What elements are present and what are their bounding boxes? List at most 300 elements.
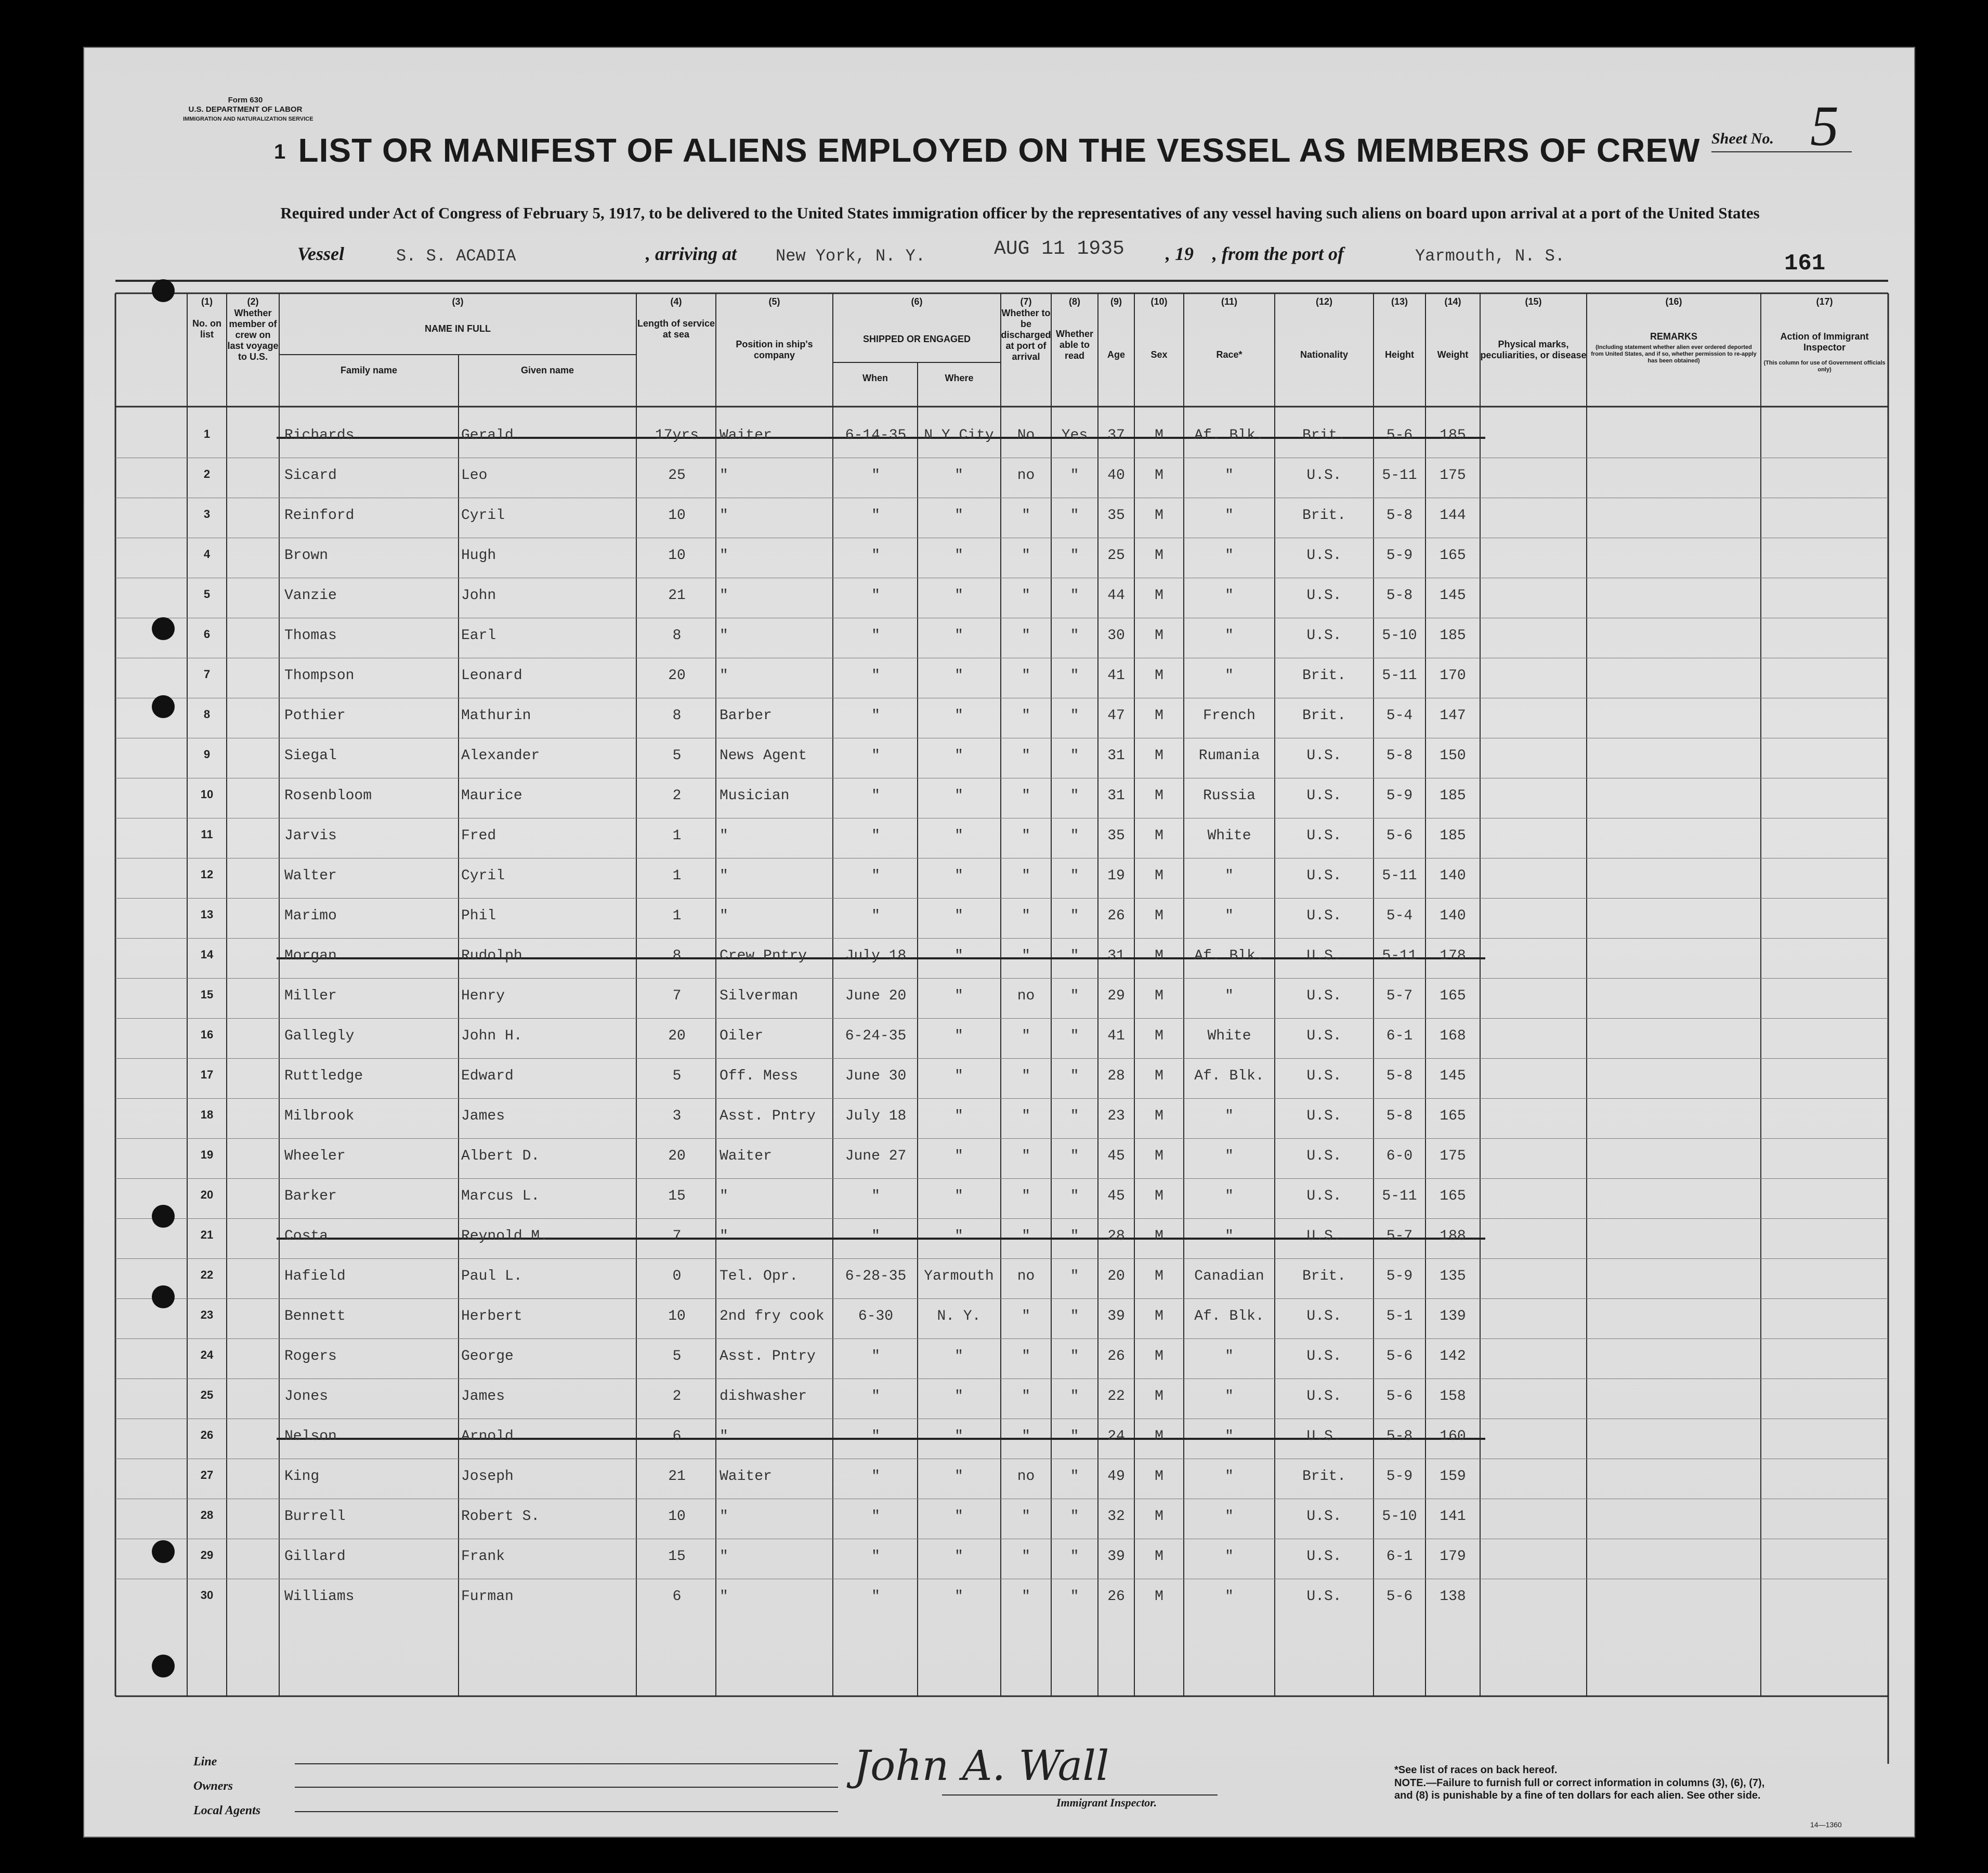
- col1-header: No. on list: [192, 318, 221, 340]
- shipped-when-cell: ": [871, 1188, 880, 1204]
- given-name-cell: Rudolph: [461, 948, 522, 964]
- race-cell: White: [1207, 828, 1251, 844]
- given-name-cell: Arnold: [461, 1428, 514, 1445]
- shipped-where-cell: ": [954, 1148, 963, 1164]
- discharged-cell: ": [1022, 1028, 1030, 1044]
- row-number-cell: 11: [201, 828, 213, 841]
- discharged-cell: ": [1022, 1108, 1030, 1124]
- shipped-where-cell: N Y City: [924, 427, 994, 444]
- service-length-cell: 8: [672, 708, 682, 724]
- sex-cell: M: [1155, 1428, 1163, 1445]
- race-cell: ": [1225, 508, 1234, 524]
- shipped-where-cell: N. Y.: [937, 1308, 981, 1324]
- position-cell: ": [720, 828, 728, 844]
- margin-mark: 1: [274, 140, 286, 163]
- shipped-where-cell: ": [954, 1108, 963, 1124]
- shipped-when-cell: ": [871, 1348, 880, 1364]
- discharged-cell: no: [1017, 1268, 1035, 1284]
- able-to-read-cell: ": [1070, 708, 1079, 724]
- position-cell: Musician: [720, 788, 790, 804]
- arriving-label: , arriving at: [646, 243, 737, 264]
- race-cell: Russia: [1203, 788, 1255, 804]
- nationality-cell: U.S.: [1306, 1388, 1342, 1404]
- height-cell: 5-7: [1386, 1228, 1413, 1244]
- age-cell: 30: [1107, 628, 1125, 644]
- given-name-cell: Reynold M.: [461, 1228, 549, 1244]
- given-name-cell: George: [461, 1348, 514, 1364]
- nationality-cell: U.S.: [1306, 1428, 1342, 1445]
- row-number-cell: 7: [203, 668, 211, 681]
- page-subtitle: Required under Act of Congress of February 5, 1917, to be delivered to the United States immigration officer by the representatives of any vessel having such aliens on board upon arrival at a port of the United States: [280, 204, 1760, 222]
- shipped-when-cell: ": [871, 908, 880, 924]
- family-name-cell: Nelson: [284, 1428, 337, 1445]
- given-name-cell: James: [461, 1108, 505, 1124]
- family-name-cell: Vanzie: [284, 588, 337, 604]
- weight-cell: 179: [1440, 1549, 1466, 1565]
- row-number-cell: 20: [200, 1188, 214, 1201]
- able-to-read-cell: ": [1070, 1348, 1079, 1364]
- col17-number: (17): [1816, 296, 1833, 307]
- shipped-where-cell: ": [954, 1068, 963, 1084]
- shipped-when-cell: 6-24-35: [845, 1028, 907, 1044]
- weight-cell: 168: [1440, 1028, 1466, 1044]
- row-number-cell: 15: [200, 988, 214, 1001]
- age-cell: 37: [1107, 427, 1125, 444]
- col3-header: NAME IN FULL: [425, 323, 491, 334]
- shipped-where-cell: ": [954, 988, 963, 1004]
- service-length-cell: 21: [668, 1468, 686, 1485]
- weight-cell: 165: [1440, 1188, 1466, 1204]
- owners-label: Owners: [193, 1779, 233, 1793]
- able-to-read-cell: ": [1070, 908, 1079, 924]
- col7-number: (7): [1020, 296, 1032, 307]
- col1-number: (1): [201, 296, 213, 307]
- discharged-cell: No: [1017, 427, 1035, 444]
- col15-header: Physical marks, peculiarities, or disease: [1480, 339, 1587, 360]
- arrival-date-stamp: AUG 11 1935: [994, 238, 1124, 260]
- able-to-read-cell: ": [1070, 628, 1079, 644]
- col8-header: Whether able to read: [1056, 329, 1093, 361]
- nationality-cell: U.S.: [1306, 1028, 1342, 1044]
- sheet-label: Sheet No.: [1711, 130, 1774, 147]
- col9-header: Age: [1107, 349, 1125, 360]
- print-code: 14—1360: [1810, 1820, 1842, 1829]
- col12-header: Nationality: [1300, 349, 1348, 360]
- weight-cell: 150: [1440, 748, 1466, 764]
- height-cell: 5-8: [1386, 588, 1413, 604]
- race-cell: ": [1225, 1188, 1234, 1204]
- race-note: *See list of races on back hereof.: [1394, 1764, 1558, 1776]
- race-cell: ": [1225, 1428, 1234, 1445]
- nationality-cell: U.S.: [1306, 828, 1342, 844]
- able-to-read-cell: ": [1070, 748, 1079, 764]
- weight-cell: 142: [1440, 1348, 1466, 1364]
- race-cell: ": [1225, 467, 1234, 484]
- nationality-cell: U.S.: [1306, 1589, 1342, 1605]
- discharged-cell: no: [1017, 1468, 1035, 1485]
- local-agents-label: Local Agents: [193, 1804, 261, 1817]
- race-cell: ": [1225, 1148, 1234, 1164]
- race-cell: ": [1225, 988, 1234, 1004]
- discharged-cell: ": [1022, 708, 1030, 724]
- nationality-cell: U.S.: [1306, 588, 1342, 604]
- weight-cell: 145: [1440, 588, 1466, 604]
- page-number: 161: [1784, 251, 1826, 277]
- position-cell: Crew Pntry: [720, 948, 807, 964]
- given-name-cell: Phil: [461, 908, 496, 924]
- age-cell: 39: [1107, 1549, 1125, 1565]
- sex-cell: M: [1155, 1108, 1163, 1124]
- given-name-cell: Paul L.: [461, 1268, 522, 1284]
- row-number-cell: 22: [200, 1268, 214, 1281]
- shipped-when-cell: July 18: [845, 948, 907, 964]
- able-to-read-cell: ": [1070, 1388, 1079, 1404]
- given-name-cell: Marcus L.: [461, 1188, 540, 1204]
- position-cell: ": [720, 868, 728, 884]
- col3-number: (3): [452, 296, 464, 307]
- row-number-cell: 12: [200, 868, 214, 881]
- col10-header: Sex: [1150, 349, 1168, 360]
- shipped-when-cell: ": [871, 788, 880, 804]
- shipped-where-cell: ": [954, 508, 963, 524]
- nationality-cell: U.S.: [1306, 748, 1342, 764]
- height-cell: 5-4: [1386, 908, 1413, 924]
- age-cell: 25: [1107, 548, 1125, 564]
- col5-number: (5): [768, 296, 780, 307]
- height-cell: 5-6: [1386, 1388, 1413, 1404]
- age-cell: 40: [1107, 467, 1125, 484]
- sex-cell: M: [1155, 1188, 1163, 1204]
- position-cell: ": [720, 908, 728, 924]
- position-cell: ": [720, 467, 728, 484]
- col12-number: (12): [1315, 296, 1332, 307]
- able-to-read-cell: ": [1070, 868, 1079, 884]
- nationality-cell: U.S.: [1306, 1308, 1342, 1324]
- height-cell: 5-6: [1386, 1589, 1413, 1605]
- nationality-cell: Brit.: [1302, 1468, 1346, 1485]
- shipped-where-cell: ": [954, 1028, 963, 1044]
- discharged-cell: ": [1022, 748, 1030, 764]
- position-cell: ": [720, 1188, 728, 1204]
- department-name: U.S. DEPARTMENT OF LABOR: [188, 105, 303, 114]
- row-number-cell: 16: [200, 1028, 214, 1041]
- row-number-cell: 24: [200, 1348, 214, 1361]
- sheet-number: 5: [1810, 94, 1839, 158]
- shipped-when-cell: June 27: [845, 1148, 907, 1164]
- position-cell: Waiter: [720, 1468, 772, 1485]
- shipped-where-cell: ": [954, 1188, 963, 1204]
- service-length-cell: 1: [672, 908, 682, 924]
- discharged-cell: ": [1022, 1188, 1030, 1204]
- able-to-read-cell: ": [1070, 948, 1079, 964]
- shipped-when-cell: ": [871, 1549, 880, 1565]
- age-cell: 35: [1107, 828, 1125, 844]
- age-cell: 28: [1107, 1228, 1125, 1244]
- discharged-cell: ": [1022, 1589, 1030, 1605]
- discharged-cell: ": [1022, 1148, 1030, 1164]
- family-name-cell: Siegal: [284, 748, 337, 764]
- service-length-cell: 8: [672, 948, 682, 964]
- service-length-cell: 20: [668, 1028, 686, 1044]
- weight-cell: 188: [1440, 1228, 1466, 1244]
- age-cell: 32: [1107, 1508, 1125, 1525]
- shipped-when-cell: ": [871, 868, 880, 884]
- sex-cell: M: [1155, 548, 1163, 564]
- position-cell: ": [720, 1589, 728, 1605]
- discharged-cell: ": [1022, 908, 1030, 924]
- vessel-value: S. S. ACADIA: [396, 246, 516, 266]
- height-cell: 5-11: [1382, 668, 1417, 684]
- nationality-cell: Brit.: [1302, 668, 1346, 684]
- row-number-cell: 1: [203, 427, 211, 440]
- able-to-read-cell: ": [1070, 1188, 1079, 1204]
- family-name-cell: Gallegly: [284, 1028, 355, 1044]
- service-length-cell: 25: [668, 467, 686, 484]
- shipped-when-cell: ": [871, 748, 880, 764]
- row-number-cell: 4: [203, 548, 211, 561]
- nationality-cell: U.S.: [1306, 467, 1342, 484]
- nationality-cell: Brit.: [1302, 508, 1346, 524]
- shipped-where-cell: ": [954, 668, 963, 684]
- weight-cell: 165: [1440, 548, 1466, 564]
- able-to-read-cell: ": [1070, 1268, 1079, 1284]
- height-cell: 5-6: [1386, 828, 1413, 844]
- nationality-cell: U.S.: [1306, 948, 1342, 964]
- service-length-cell: 20: [668, 1148, 686, 1164]
- row-number-cell: 26: [200, 1428, 214, 1441]
- height-cell: 5-10: [1382, 628, 1417, 644]
- col13-number: (13): [1391, 296, 1408, 307]
- family-name-cell: Hafield: [284, 1268, 346, 1284]
- nationality-cell: U.S.: [1306, 1148, 1342, 1164]
- punch-hole: [152, 617, 175, 640]
- year-label: , 19: [1166, 243, 1194, 264]
- shipped-where-cell: ": [954, 908, 963, 924]
- race-cell: ": [1225, 1108, 1234, 1124]
- penalty-note: NOTE.—Failure to furnish full or correct information in columns (3), (6), (7), and (8) is punishable by a fine of ten dollars for each alien. See other side.: [1394, 1777, 1765, 1801]
- shipped-when-cell: ": [871, 548, 880, 564]
- race-cell: White: [1207, 1028, 1251, 1044]
- sex-cell: M: [1155, 1228, 1163, 1244]
- shipped-when-cell: 6-14-35: [845, 427, 907, 444]
- shipped-where-cell: ": [954, 1228, 963, 1244]
- row-number-cell: 29: [200, 1549, 214, 1562]
- given-name-cell: Leonard: [461, 668, 522, 684]
- discharged-cell: ": [1022, 628, 1030, 644]
- race-cell: ": [1225, 1388, 1234, 1404]
- manifest-sheet: [83, 47, 1915, 1838]
- able-to-read-cell: ": [1070, 548, 1079, 564]
- able-to-read-cell: ": [1070, 1468, 1079, 1485]
- age-cell: 20: [1107, 1268, 1125, 1284]
- height-cell: 5-9: [1386, 788, 1413, 804]
- discharged-cell: ": [1022, 668, 1030, 684]
- weight-cell: 185: [1440, 788, 1466, 804]
- able-to-read-cell: ": [1070, 1589, 1079, 1605]
- discharged-cell: no: [1017, 988, 1035, 1004]
- col11-header: Race*: [1216, 349, 1242, 360]
- col6a-header: When: [862, 373, 888, 383]
- able-to-read-cell: ": [1070, 1308, 1079, 1324]
- col16-header: REMARKS: [1650, 331, 1697, 342]
- family-name-cell: Ruttledge: [284, 1068, 363, 1084]
- weight-cell: 185: [1440, 828, 1466, 844]
- family-name-cell: Thompson: [284, 668, 355, 684]
- discharged-cell: ": [1022, 1068, 1030, 1084]
- nationality-cell: U.S.: [1306, 1068, 1342, 1084]
- shipped-when-cell: ": [871, 668, 880, 684]
- col3a-header: Family name: [340, 365, 398, 375]
- able-to-read-cell: ": [1070, 1068, 1079, 1084]
- weight-cell: 140: [1440, 908, 1466, 924]
- shipped-where-cell: Yarmouth: [924, 1268, 994, 1284]
- sex-cell: M: [1155, 1468, 1163, 1485]
- position-cell: Oiler: [720, 1028, 764, 1044]
- service-length-cell: 2: [672, 1388, 682, 1404]
- able-to-read-cell: ": [1070, 788, 1079, 804]
- given-name-cell: Frank: [461, 1549, 505, 1565]
- service-length-cell: 21: [668, 588, 686, 604]
- given-name-cell: Furman: [461, 1589, 514, 1605]
- height-cell: 5-8: [1386, 1108, 1413, 1124]
- sex-cell: M: [1155, 1068, 1163, 1084]
- weight-cell: 139: [1440, 1308, 1466, 1324]
- age-cell: 41: [1107, 1028, 1125, 1044]
- family-name-cell: Morgan: [284, 948, 337, 964]
- height-cell: 6-1: [1386, 1028, 1413, 1044]
- age-cell: 19: [1107, 868, 1125, 884]
- able-to-read-cell: ": [1070, 668, 1079, 684]
- col14-number: (14): [1444, 296, 1461, 307]
- shipped-where-cell: ": [954, 1348, 963, 1364]
- family-name-cell: Bennett: [284, 1308, 346, 1324]
- discharged-cell: ": [1022, 508, 1030, 524]
- age-cell: 45: [1107, 1148, 1125, 1164]
- col8-number: (8): [1069, 296, 1080, 307]
- height-cell: 5-9: [1386, 1268, 1413, 1284]
- discharged-cell: ": [1022, 588, 1030, 604]
- shipped-where-cell: ": [954, 828, 963, 844]
- sex-cell: M: [1155, 1388, 1163, 1404]
- shipped-when-cell: ": [871, 1228, 880, 1244]
- shipped-when-cell: ": [871, 588, 880, 604]
- able-to-read-cell: ": [1070, 1148, 1079, 1164]
- row-number-cell: 13: [200, 908, 214, 921]
- col5-header: Position in ship's company: [736, 339, 813, 360]
- family-name-cell: King: [284, 1468, 320, 1485]
- able-to-read-cell: ": [1070, 1508, 1079, 1525]
- nationality-cell: U.S.: [1306, 1228, 1342, 1244]
- age-cell: 22: [1107, 1388, 1125, 1404]
- row-number-cell: 23: [200, 1308, 214, 1321]
- given-name-cell: Herbert: [461, 1308, 522, 1324]
- service-length-cell: 1: [672, 868, 682, 884]
- sex-cell: M: [1155, 508, 1163, 524]
- page-title: LIST OR MANIFEST OF ALIENS EMPLOYED ON THE VESSEL AS MEMBERS OF CREW: [298, 132, 1701, 169]
- age-cell: 35: [1107, 508, 1125, 524]
- sex-cell: M: [1155, 908, 1163, 924]
- line-label: Line: [193, 1755, 217, 1768]
- family-name-cell: Thomas: [284, 628, 337, 644]
- age-cell: 45: [1107, 1188, 1125, 1204]
- discharged-cell: no: [1017, 467, 1035, 484]
- shipped-where-cell: ": [954, 1549, 963, 1565]
- col17-header: Action of Immigrant Inspector: [1780, 331, 1869, 353]
- col14-header: Weight: [1437, 349, 1469, 360]
- race-cell: ": [1225, 1348, 1234, 1364]
- arriving-value: New York, N. Y.: [776, 246, 926, 266]
- shipped-when-cell: 6-30: [858, 1308, 894, 1324]
- shipped-when-cell: ": [871, 467, 880, 484]
- race-cell: ": [1225, 628, 1234, 644]
- row-number-cell: 5: [203, 588, 211, 601]
- family-name-cell: Milbrook: [284, 1108, 355, 1124]
- race-cell: Af. Blk.: [1194, 1308, 1264, 1324]
- weight-cell: 140: [1440, 868, 1466, 884]
- able-to-read-cell: ": [1070, 508, 1079, 524]
- shipped-when-cell: ": [871, 1508, 880, 1525]
- punch-hole: [152, 1205, 175, 1228]
- shipped-where-cell: ": [954, 1468, 963, 1485]
- row-number-cell: 30: [200, 1589, 214, 1602]
- position-cell: ": [720, 508, 728, 524]
- row-number-cell: 28: [200, 1508, 214, 1521]
- service-name: IMMIGRATION AND NATURALIZATION SERVICE: [183, 116, 313, 122]
- age-cell: 49: [1107, 1468, 1125, 1485]
- from-port-label: , from the port of: [1212, 243, 1344, 264]
- nationality-cell: U.S.: [1306, 1188, 1342, 1204]
- col4-number: (4): [670, 296, 682, 307]
- col16-subheader: (Including statement whether alien ever ordered deported from United States, and if so, whether permission to re-apply has been obtained): [1591, 344, 1757, 364]
- position-cell: Off. Mess: [720, 1068, 799, 1084]
- able-to-read-cell: ": [1070, 1028, 1079, 1044]
- shipped-where-cell: ": [954, 1589, 963, 1605]
- col7-header: Whether to be discharged at port of arrival: [1001, 308, 1051, 362]
- service-length-cell: 7: [672, 988, 682, 1004]
- service-length-cell: 8: [672, 628, 682, 644]
- service-length-cell: 10: [668, 1308, 686, 1324]
- position-cell: ": [720, 588, 728, 604]
- position-cell: dishwasher: [720, 1388, 807, 1404]
- family-name-cell: Burrell: [284, 1508, 346, 1525]
- race-cell: Af. Blk.: [1194, 1068, 1264, 1084]
- service-length-cell: 3: [672, 1108, 682, 1124]
- given-name-cell: Cyril: [461, 868, 505, 884]
- able-to-read-cell: ": [1070, 588, 1079, 604]
- sex-cell: M: [1155, 988, 1163, 1004]
- punch-hole: [152, 279, 175, 302]
- sex-cell: M: [1155, 1549, 1163, 1565]
- weight-cell: 145: [1440, 1068, 1466, 1084]
- nationality-cell: U.S.: [1306, 1549, 1342, 1565]
- sex-cell: M: [1155, 948, 1163, 964]
- service-length-cell: 5: [672, 1348, 682, 1364]
- shipped-where-cell: ": [954, 708, 963, 724]
- inspector-signature: John A. Wall: [854, 1741, 1109, 1790]
- race-cell: Af. Blk.: [1194, 427, 1264, 444]
- col10-number: (10): [1150, 296, 1168, 307]
- height-cell: 5-4: [1386, 708, 1413, 724]
- service-length-cell: 15: [668, 1188, 686, 1204]
- discharged-cell: ": [1022, 1549, 1030, 1565]
- able-to-read-cell: Yes: [1061, 427, 1088, 444]
- weight-cell: 141: [1440, 1508, 1466, 1525]
- row-number-cell: 8: [203, 708, 211, 721]
- race-cell: ": [1225, 588, 1234, 604]
- family-name-cell: Costa: [284, 1228, 329, 1244]
- weight-cell: 165: [1440, 988, 1466, 1004]
- family-name-cell: Williams: [284, 1589, 355, 1605]
